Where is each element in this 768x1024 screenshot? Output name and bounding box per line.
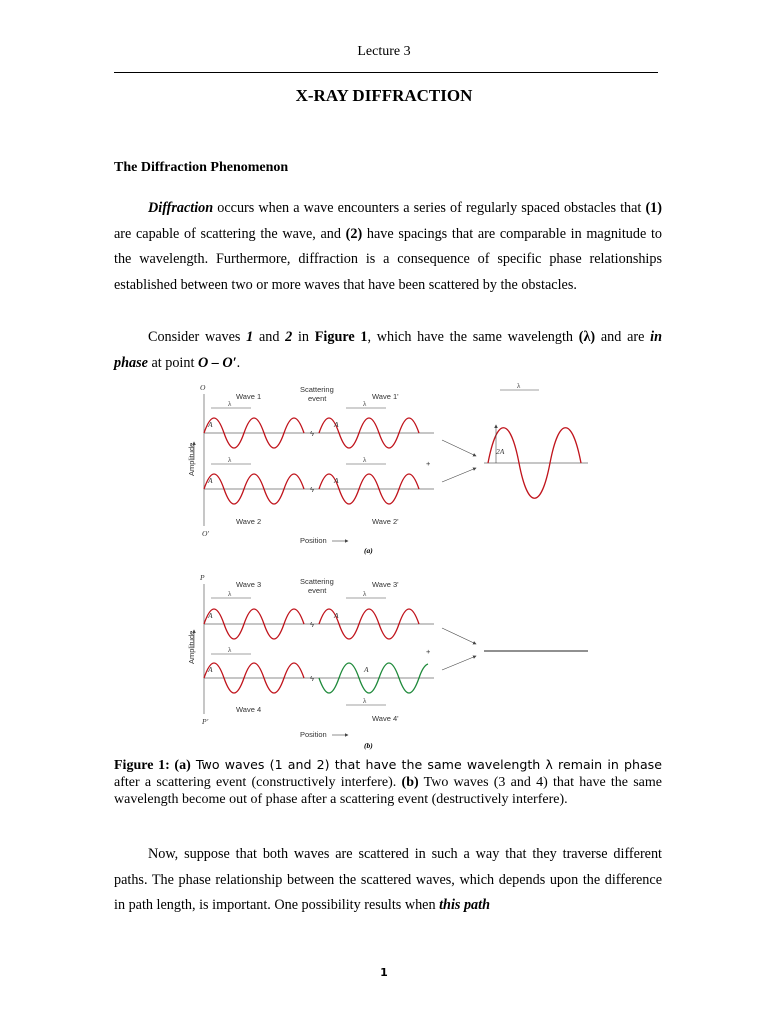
in-phase-term: in phase (114, 329, 662, 371)
paragraph-path-difference (114, 842, 662, 919)
amplitude-axis-label-a: Amplitude (187, 442, 196, 476)
figure-1-diagram (184, 378, 594, 756)
paragraph-diffraction-definition (114, 196, 662, 298)
lambda-label-4p: λ (363, 697, 367, 705)
amplitude-a-label-2p: A (334, 476, 339, 485)
page-title: X-RAY DIFFRACTION (295, 86, 473, 105)
figure-reference: Figure 1 (314, 329, 368, 345)
figure-1-caption (114, 756, 662, 808)
plus-sign-b: + (426, 647, 431, 656)
scattering-event-label-a-2: event (308, 394, 327, 403)
two-a-label: 2A (496, 447, 505, 456)
wave-2-prime-label: Wave 2' (372, 517, 399, 526)
wave-number-1: 1 (246, 329, 254, 345)
page-number: 1 (380, 966, 388, 979)
amplitude-a-label-1p: A (334, 420, 339, 429)
text: have spacings that are comparable in magnitude to the wavelength. Furthermore, diffraction is a consequence of specific phase relationships established between two or more waves that have been scattered by the obstacles. (114, 225, 662, 293)
scatter-break-1: ϟ (310, 429, 314, 438)
emphasis-this-path: this path (439, 897, 490, 914)
point-o-label: O (200, 383, 206, 392)
panel-b-label: (b) (364, 741, 373, 750)
wave-3-label: Wave 3 (236, 580, 262, 589)
enum-1: (1) (645, 200, 662, 216)
running-header: Lecture 3 (357, 44, 411, 59)
point-o-o-prime: O – O′ (197, 354, 237, 371)
text: are capable of scattering the wave, and (114, 225, 346, 242)
lambda-label-2p: λ (363, 456, 367, 464)
lambda-label-1p: λ (363, 400, 367, 408)
caption-text-a-cont: after a scattering event (constructively interfere). (114, 775, 402, 790)
wave-3-prime-label: Wave 3' (372, 580, 399, 589)
wave-2-label: Wave 2 (236, 517, 262, 526)
text: occurs when a wave encounters a series of regularly spaced obstacles that (213, 200, 646, 216)
panel-b (187, 573, 588, 750)
lambda-label-1: λ (228, 400, 232, 408)
point-p-label: P (200, 573, 205, 582)
position-axis-label-b: Position (300, 730, 327, 739)
scattering-event-label-a-1: Scattering (300, 385, 334, 394)
text: and (253, 329, 286, 345)
point-o-prime-label: O' (202, 529, 210, 538)
lambda-label-3: λ (228, 590, 232, 598)
panel-a-label: (a) (364, 546, 373, 555)
position-axis-label-a: Position (300, 536, 327, 545)
text: in (292, 329, 315, 345)
lambda-label-2: λ (228, 456, 232, 464)
wave-number-2: 2 (285, 329, 293, 345)
combine-arrow-a-bottom (442, 468, 476, 482)
text: at point (147, 354, 198, 371)
lambda-label-4: λ (228, 646, 232, 654)
amplitude-a-label-2: A (208, 476, 213, 485)
lambda-label-resultant: λ (517, 382, 521, 390)
scattering-event-label-b-2: event (308, 586, 327, 595)
enum-2: (2) (345, 225, 363, 242)
caption-label: Figure 1: (114, 758, 170, 773)
scatter-break-2: ϟ (310, 485, 314, 494)
amplitude-axis-label-b: Amplitude (187, 630, 196, 664)
scatter-break-3: ϟ (310, 620, 314, 629)
text: Now, suppose that both waves are scattered in such a way that they traverse different paths. The phase relationship between the scattered waves, which depends upon the difference in path length, is important. One possibility results when (114, 846, 662, 914)
caption-part-a: (a) (174, 758, 191, 773)
scatter-break-4: ϟ (310, 674, 314, 683)
text: Consider waves (148, 329, 247, 345)
combine-arrow-b-top (442, 628, 476, 644)
amplitude-a-label-3p: A (334, 611, 339, 620)
amplitude-a-label-4p: A (364, 665, 369, 674)
amplitude-a-label-3: A (208, 611, 213, 620)
text: , which have the same wavelength (367, 329, 579, 345)
panel-a (187, 382, 588, 555)
amplitude-a-label-4: A (208, 665, 213, 674)
wave-4-label: Wave 4 (236, 705, 262, 714)
scattering-event-label-b-1: Scattering (300, 577, 334, 586)
lambda-symbol: (λ) (578, 329, 596, 345)
plus-sign-a: + (426, 459, 431, 468)
amplitude-a-label-1: A (208, 420, 213, 429)
figure-1 (184, 378, 594, 756)
text: and are (595, 329, 651, 345)
point-p-prime-label: P' (202, 717, 209, 726)
section-heading: The Diffraction Phenomenon (114, 160, 289, 175)
caption-text-b: Two waves (3 and 4) that have the same wavelength become out of phase after a scattering event (destructively interfere). (114, 775, 662, 807)
combine-arrow-b-bottom (442, 656, 476, 670)
lambda-label-3p: λ (363, 590, 367, 598)
caption-part-b: (b) (401, 775, 419, 790)
wave-4-prime-label: Wave 4' (372, 714, 399, 723)
header-rule (114, 72, 658, 73)
wave-1-label: Wave 1 (236, 392, 262, 401)
term-diffraction: Diffraction (148, 200, 214, 216)
paragraph-consider-waves (114, 325, 662, 376)
combine-arrow-a-top (442, 440, 476, 456)
caption-text-a: Two waves (1 and 2) that have the same wavelength λ remain in phase (190, 757, 662, 772)
wave-1-prime-label: Wave 1' (372, 392, 399, 401)
text: . (236, 354, 241, 371)
